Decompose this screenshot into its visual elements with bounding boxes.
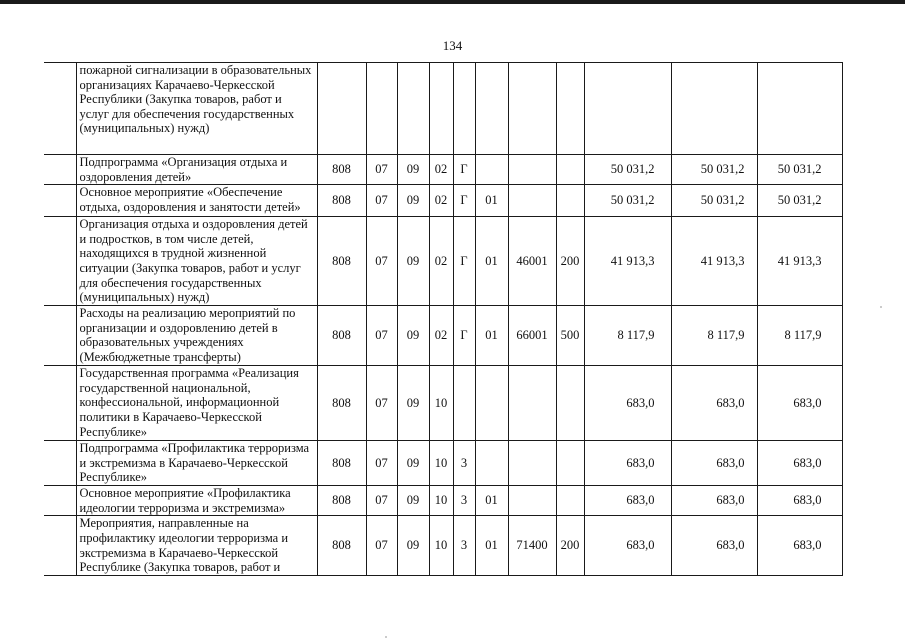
cell-row-number [44, 155, 76, 185]
cell-rz: 07 [366, 366, 397, 441]
cell-ved: 808 [317, 516, 366, 575]
cell-measure [475, 366, 508, 441]
cell-program: 02 [429, 306, 453, 366]
cell-rz: 07 [366, 155, 397, 185]
budget-table [44, 62, 843, 576]
row-name: Государственная программа «Реализация государственной национальной, конфессиональной, информационной политики в Карачаево-Черкесской Республике» [76, 366, 317, 441]
cell-sum-year-1: 8 117,9 [584, 306, 671, 366]
cell-program: 10 [429, 366, 453, 441]
cell-row-number [44, 217, 76, 306]
cell-direction [508, 155, 556, 185]
cell-sum-year-2: 8 117,9 [671, 306, 757, 366]
cell-direction [508, 63, 556, 155]
cell-program: 02 [429, 217, 453, 306]
cell-direction [508, 185, 556, 217]
cell-sum-year-1: 50 031,2 [584, 155, 671, 185]
row-name: пожарной сигнализации в образовательных организациях Карачаево-Черкесской Республики (Закупка товаров, работ и услуг для обеспечения государственных (муниципальных) нужд) [76, 63, 317, 155]
cell-expense-type [556, 63, 584, 155]
cell-rz: 07 [366, 441, 397, 486]
row-name: Организация отдыха и оздоровления детей и подростков, в том числе детей, находящихся в трудной жизненной ситуации (Закупка товаров, работ и услуг для обеспечения государственных (муниципальных) нужд) [76, 217, 317, 306]
cell-sum-year-1: 683,0 [584, 366, 671, 441]
cell-pr: 09 [397, 516, 429, 575]
cell-direction: 71400 [508, 516, 556, 575]
cell-row-number [44, 63, 76, 155]
cell-direction [508, 441, 556, 486]
cell-program: 02 [429, 185, 453, 217]
cell-sum-year-3: 50 031,2 [757, 155, 842, 185]
cell-row-number [44, 516, 76, 575]
cell-subprogram: Г [453, 155, 475, 185]
row-name: Основное мероприятие «Профилактика идеологии терроризма и экстремизма» [76, 486, 317, 516]
cell-sum-year-3 [757, 63, 842, 155]
cell-pr: 09 [397, 306, 429, 366]
cell-row-number [44, 185, 76, 217]
row-name: Подпрограмма «Профилактика терроризма и экстремизма в Карачаево-Черкесской Республике» [76, 441, 317, 486]
table-row [44, 63, 842, 155]
cell-sum-year-1 [584, 63, 671, 155]
cell-sum-year-3: 41 913,3 [757, 217, 842, 306]
cell-direction: 46001 [508, 217, 556, 306]
cell-sum-year-2: 683,0 [671, 516, 757, 575]
cell-sum-year-2: 683,0 [671, 366, 757, 441]
cell-rz [366, 63, 397, 155]
cell-direction [508, 366, 556, 441]
table-row [44, 217, 842, 306]
cell-expense-type [556, 486, 584, 516]
page-number: 134 [442, 38, 463, 53]
cell-row-number [44, 486, 76, 516]
cell-sum-year-1: 683,0 [584, 441, 671, 486]
table-row [44, 441, 842, 486]
cell-row-number [44, 306, 76, 366]
cell-program: 10 [429, 441, 453, 486]
cell-sum-year-3: 8 117,9 [757, 306, 842, 366]
cell-expense-type: 200 [556, 516, 584, 575]
cell-expense-type [556, 185, 584, 217]
cell-sum-year-2: 683,0 [671, 486, 757, 516]
table-row [44, 155, 842, 185]
cell-program [429, 63, 453, 155]
cell-sum-year-2 [671, 63, 757, 155]
cell-pr: 09 [397, 155, 429, 185]
cell-measure: 01 [475, 486, 508, 516]
cell-rz: 07 [366, 217, 397, 306]
cell-ved: 808 [317, 486, 366, 516]
cell-direction [508, 486, 556, 516]
cell-sum-year-3: 683,0 [757, 486, 842, 516]
cell-subprogram: Г [453, 217, 475, 306]
row-name: Мероприятия, направленные на профилактику идеологии терроризма и экстремизма в Карачаево-Черкесской Республике (Закупка товаров, работ и [76, 516, 317, 575]
cell-rz: 07 [366, 516, 397, 575]
row-name: Расходы на реализацию мероприятий по организации и оздоровлению детей в образовательных учреждениях (Межбюджетные трансферты) [76, 306, 317, 366]
cell-pr: 09 [397, 486, 429, 516]
cell-sum-year-1: 683,0 [584, 486, 671, 516]
cell-sum-year-2: 683,0 [671, 441, 757, 486]
cell-subprogram [453, 63, 475, 155]
cell-ved: 808 [317, 441, 366, 486]
cell-sum-year-3: 683,0 [757, 366, 842, 441]
scan-speck [385, 636, 387, 638]
cell-sum-year-3: 683,0 [757, 441, 842, 486]
cell-measure: 01 [475, 185, 508, 217]
cell-subprogram: 3 [453, 441, 475, 486]
row-name: Основное мероприятие «Обеспечение отдыха, оздоровления и занятости детей» [76, 185, 317, 217]
table-row [44, 185, 842, 217]
cell-rz: 07 [366, 486, 397, 516]
scan-top-edge [0, 0, 905, 4]
cell-sum-year-2: 41 913,3 [671, 217, 757, 306]
cell-subprogram: Г [453, 306, 475, 366]
cell-program: 10 [429, 486, 453, 516]
cell-expense-type [556, 441, 584, 486]
cell-measure: 01 [475, 516, 508, 575]
cell-ved: 808 [317, 306, 366, 366]
cell-sum-year-3: 50 031,2 [757, 185, 842, 217]
table-row [44, 516, 842, 575]
cell-sum-year-1: 50 031,2 [584, 185, 671, 217]
cell-rz: 07 [366, 306, 397, 366]
cell-subprogram [453, 366, 475, 441]
table-row [44, 306, 842, 366]
table-row [44, 366, 842, 441]
cell-expense-type [556, 366, 584, 441]
cell-direction: 66001 [508, 306, 556, 366]
cell-sum-year-1: 683,0 [584, 516, 671, 575]
cell-subprogram: Г [453, 185, 475, 217]
cell-row-number [44, 366, 76, 441]
cell-measure [475, 441, 508, 486]
cell-pr: 09 [397, 441, 429, 486]
cell-sum-year-2: 50 031,2 [671, 185, 757, 217]
cell-subprogram: 3 [453, 486, 475, 516]
cell-expense-type: 500 [556, 306, 584, 366]
cell-sum-year-2: 50 031,2 [671, 155, 757, 185]
scan-speck [880, 306, 882, 308]
cell-ved: 808 [317, 366, 366, 441]
cell-measure [475, 63, 508, 155]
cell-sum-year-1: 41 913,3 [584, 217, 671, 306]
cell-rz: 07 [366, 185, 397, 217]
cell-sum-year-3: 683,0 [757, 516, 842, 575]
cell-program: 10 [429, 516, 453, 575]
cell-subprogram: 3 [453, 516, 475, 575]
table-body [44, 63, 842, 576]
cell-expense-type: 200 [556, 217, 584, 306]
cell-pr: 09 [397, 185, 429, 217]
cell-ved: 808 [317, 155, 366, 185]
cell-pr: 09 [397, 366, 429, 441]
cell-measure [475, 155, 508, 185]
cell-ved: 808 [317, 217, 366, 306]
cell-row-number [44, 441, 76, 486]
cell-expense-type [556, 155, 584, 185]
cell-measure: 01 [475, 217, 508, 306]
cell-ved: 808 [317, 185, 366, 217]
table-row [44, 486, 842, 516]
cell-ved [317, 63, 366, 155]
row-name: Подпрограмма «Организация отдыха и оздоровления детей» [76, 155, 317, 185]
cell-pr [397, 63, 429, 155]
cell-program: 02 [429, 155, 453, 185]
cell-measure: 01 [475, 306, 508, 366]
cell-pr: 09 [397, 217, 429, 306]
